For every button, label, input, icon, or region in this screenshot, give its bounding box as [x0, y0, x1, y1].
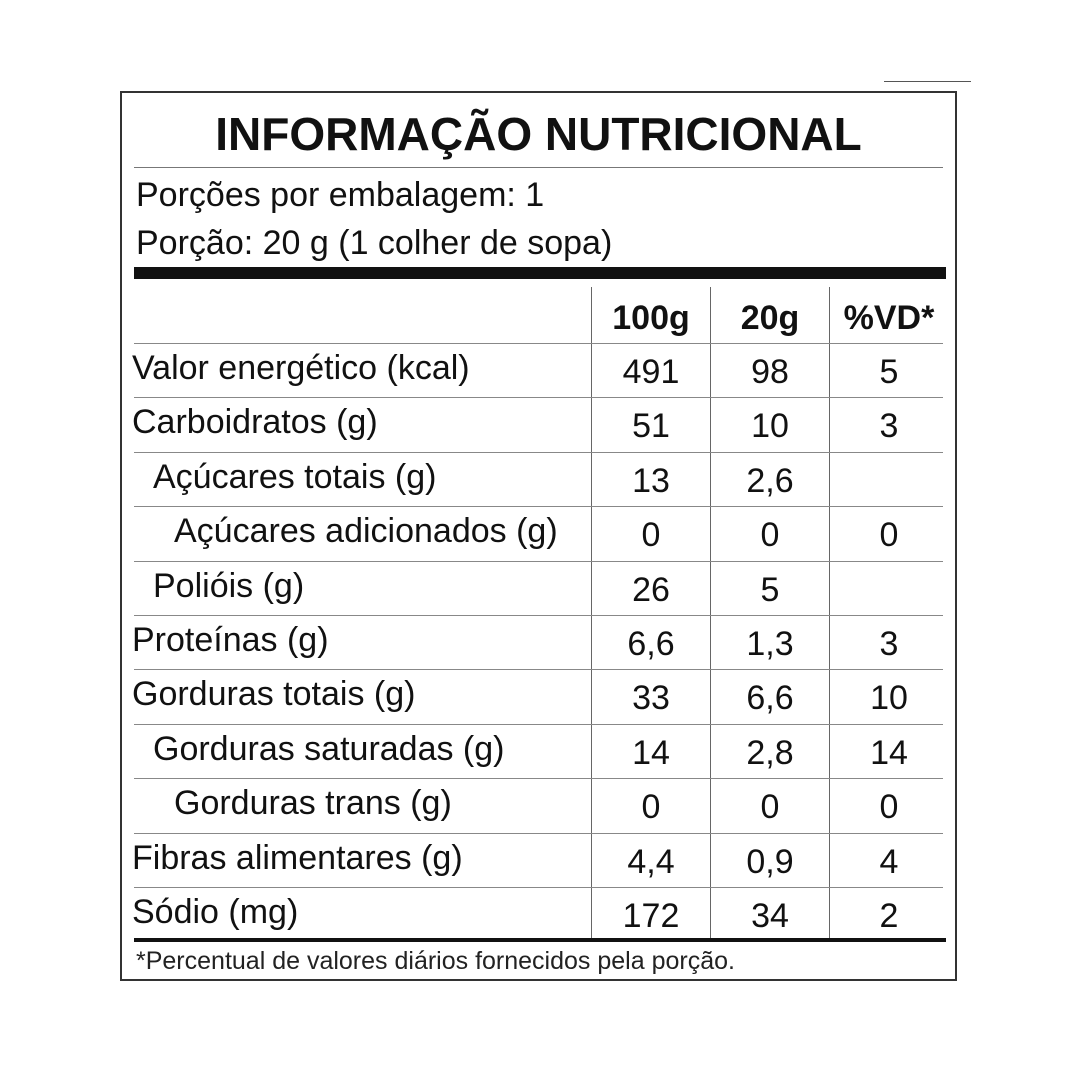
value-per-portion: 2,6: [746, 461, 794, 500]
percent-daily-value: 0: [879, 788, 899, 827]
percent-daily-value: 2: [879, 897, 899, 935]
value-per-100g: 491: [622, 353, 680, 391]
table-row: [122, 615, 955, 669]
nutrient-name: Carboidratos (g): [132, 403, 378, 442]
value-per-portion: 0,9: [746, 842, 794, 881]
value-per-100g: 33: [632, 679, 670, 718]
value-per-100g: 14: [632, 733, 670, 772]
value-per-100g: 51: [632, 407, 670, 446]
nutrient-name: Polióis (g): [153, 566, 305, 605]
column-header-100g: 100g: [612, 299, 690, 337]
value-per-portion: 2,8: [746, 733, 794, 772]
column-header-portion: 20g: [740, 299, 800, 337]
nutrient-name: Fibras alimentares (g): [132, 838, 463, 877]
value-per-100g: 0: [641, 516, 661, 555]
nutrient-name: Proteínas (g): [132, 621, 329, 659]
value-per-100g: 26: [632, 570, 670, 609]
percent-daily-value: 5: [879, 353, 899, 391]
table-row: [122, 778, 955, 832]
bottom-divider: [134, 938, 946, 942]
table-row: [122, 669, 955, 723]
value-per-100g: 13: [632, 461, 670, 500]
table-row: [122, 561, 955, 615]
nutrient-name: Gorduras saturadas (g): [153, 729, 505, 768]
value-per-portion: 6,6: [746, 679, 794, 718]
nutrient-name: Açúcares adicionados (g): [174, 512, 558, 551]
decorative-line: [884, 81, 971, 82]
table-row: [122, 724, 955, 778]
value-per-100g: 172: [622, 897, 680, 935]
percent-daily-value: 3: [879, 407, 899, 446]
value-per-portion: 1,3: [746, 625, 794, 663]
footnote: *Percentual de valores diários fornecidos pela porção.: [136, 947, 735, 975]
percent-daily-value: [830, 561, 948, 615]
value-per-100g: 0: [641, 788, 661, 827]
table-row: [122, 833, 955, 887]
value-per-100g: 6,6: [627, 625, 675, 663]
percent-daily-value: [830, 452, 948, 506]
value-per-100g: 4,4: [627, 842, 675, 881]
nutrient-name: Açúcares totais (g): [153, 457, 437, 496]
servings-per-package: Porções por embalagem: 1: [136, 176, 545, 214]
nutrient-name: Gorduras trans (g): [174, 784, 452, 823]
value-per-portion: 10: [751, 407, 789, 446]
value-per-portion: 5: [760, 570, 780, 609]
serving-size: Porção: 20 g (1 colher de sopa): [136, 224, 613, 262]
table-row: [122, 397, 955, 451]
table-row: [122, 506, 955, 560]
percent-daily-value: 4: [879, 842, 899, 881]
value-per-portion: 34: [751, 897, 789, 935]
value-per-portion: 0: [760, 516, 780, 555]
nutrient-name: Valor energético (kcal): [132, 349, 470, 387]
nutrient-name: Sódio (mg): [132, 893, 299, 931]
nutrient-name: Gorduras totais (g): [132, 675, 416, 714]
value-per-portion: 98: [751, 353, 789, 391]
nutrient-table: [122, 93, 955, 979]
table-row: [122, 887, 955, 941]
percent-daily-value: 0: [879, 516, 899, 555]
table-row: [122, 452, 955, 506]
table-row: [122, 343, 955, 397]
nutrition-facts-label: [120, 91, 957, 981]
percent-daily-value: 3: [879, 625, 899, 663]
label-title: INFORMAÇÃO NUTRICIONAL: [215, 108, 862, 160]
percent-daily-value: 10: [870, 679, 908, 718]
value-per-portion: 0: [760, 788, 780, 827]
percent-daily-value: 14: [870, 733, 908, 772]
column-header-vd: %VD*: [843, 299, 935, 337]
